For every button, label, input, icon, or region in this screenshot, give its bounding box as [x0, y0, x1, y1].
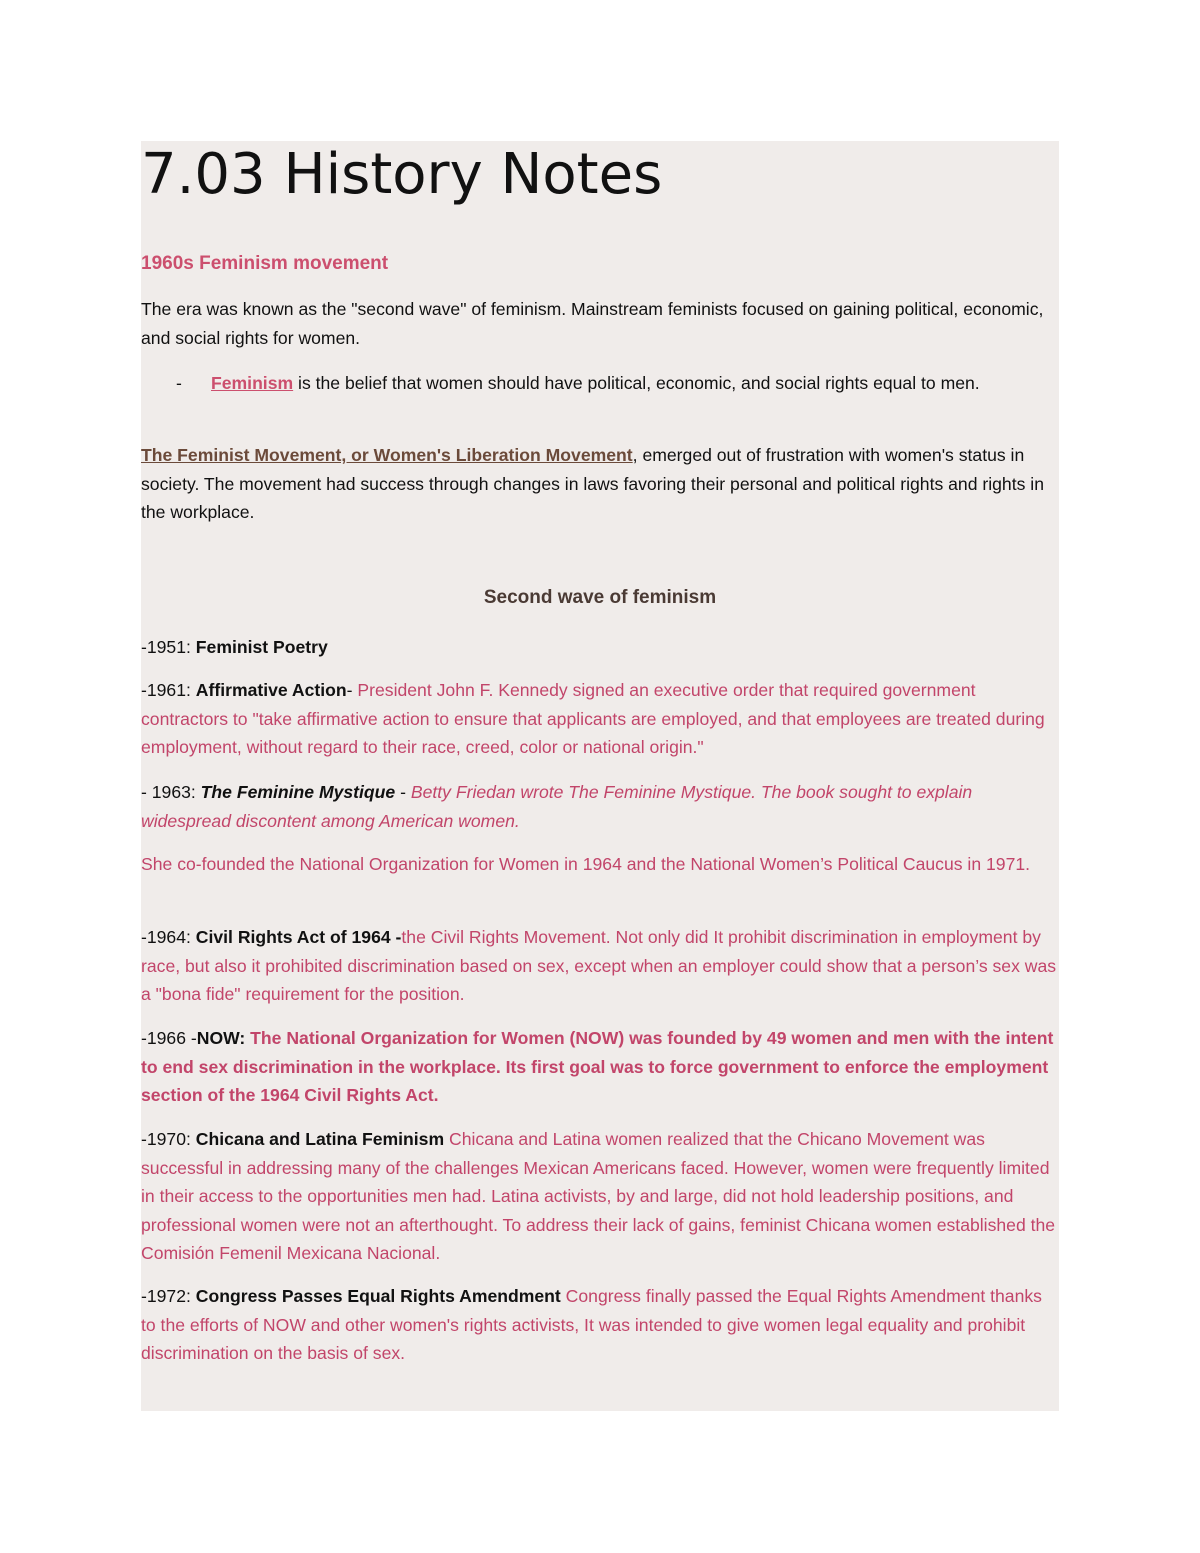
entry-text: Betty Friedan wrote The Feminine Mystique. The book sought to explain widespread discontent among American women.: [141, 782, 973, 831]
timeline-entry-1970: [141, 1125, 1059, 1268]
entry-separator: -: [390, 927, 402, 947]
friedan-cofounded-paragraph: She co-founded the National Organization for Women in 1964 and the National Women’s Political Caucus in 1971.: [141, 854, 1031, 874]
timeline-entry-1951: [141, 633, 1059, 662]
entry-text: Congress finally passed the Equal Rights Amendment thanks to the efforts of NOW and other women's rights activists, It was intended to give women legal equality and prohibit discrimination on the basis of sex.: [141, 1286, 1042, 1364]
timeline-entry-1966: [141, 1024, 1059, 1110]
entry-label: Affirmative Action: [195, 680, 347, 700]
intro-paragraph: The era was known as the "second wave" of feminism. Mainstream feminists focused on gaining political, economic, and social rights for women.: [141, 299, 1044, 348]
feminism-definition-text: is the belief that women should have political, economic, and social rights equal to men.: [293, 373, 980, 393]
feminism-definition: [211, 369, 1051, 398]
feminist-movement-link[interactable]: The Feminist Movement, or Women's Liberation Movement: [141, 445, 633, 465]
timeline-entry-1963: [141, 778, 1059, 835]
entry-year: -1964:: [141, 927, 196, 947]
entry-text: President John F. Kennedy signed an executive order that required government contractors to "take affirmative action to ensure that applicants are employed, and that employees are treated during employment, without regard to their race, creed, color or national origin.": [141, 680, 1045, 758]
bullet-dash: -: [176, 373, 182, 393]
entry-year: -1966 -: [141, 1028, 197, 1048]
timeline-entry-1961: [141, 676, 1059, 762]
entry-text: Chicana and Latina women realized that the Chicano Movement was successful in addressing many of the challenges Mexican Americans faced. However, women were frequently limited in their access to the opportunities men had. Latina activists, by and large, did not hold leadership positions, and professional women were not an afterthought. To address their lack of gains, feminist Chicana women established the Comisión Femenil Mexicana Nacional.: [141, 1129, 1056, 1264]
entry-text: the Civil Rights Movement. Not only did It prohibit discrimination in employment by race, but also it prohibited discrimination based on sex, except when an employer could show that a person’s sex was a "bona fide" requirement for the position.: [141, 927, 1057, 1005]
entry-label: The Feminine Mystique: [200, 782, 396, 802]
entry-year: -1972:: [141, 1286, 196, 1306]
feminism-link[interactable]: Feminism: [211, 373, 294, 393]
entry-separator: -: [346, 680, 358, 700]
movement-paragraph: [141, 441, 1059, 527]
entry-label: Congress Passes Equal Rights Amendment: [195, 1286, 561, 1306]
timeline-entry-1972: [141, 1282, 1059, 1368]
entry-year: -1951:: [141, 637, 196, 657]
timeline-entry-1964: [141, 923, 1059, 1009]
section-heading-1960s: 1960s Feminism movement: [141, 253, 389, 274]
entry-year: - 1963:: [141, 782, 201, 802]
entry-separator: -: [395, 782, 411, 802]
entry-year: -1970:: [141, 1129, 196, 1149]
entry-label: Feminist Poetry: [195, 637, 328, 657]
page-title: 7.03 History Notes: [141, 142, 663, 207]
entry-year: -1961:: [141, 680, 196, 700]
section-heading-second-wave: Second wave of feminism: [483, 587, 717, 608]
entry-text: The National Organization for Women (NOW) was founded by 49 women and men with the intent to end sex discrimination in the workplace. Its first goal was to force government to enforce the employment section of the 1964 Civil Rights Act.: [141, 1028, 1054, 1106]
entry-label: Chicana and Latina Feminism: [195, 1129, 445, 1149]
movement-paragraph-text: , emerged out of frustration with women's status in society. The movement had success through changes in laws favoring their personal and political rights and rights in the workplace.: [141, 445, 1044, 523]
entry-label: NOW:: [196, 1028, 246, 1048]
entry-label: Civil Rights Act of 1964: [195, 927, 391, 947]
